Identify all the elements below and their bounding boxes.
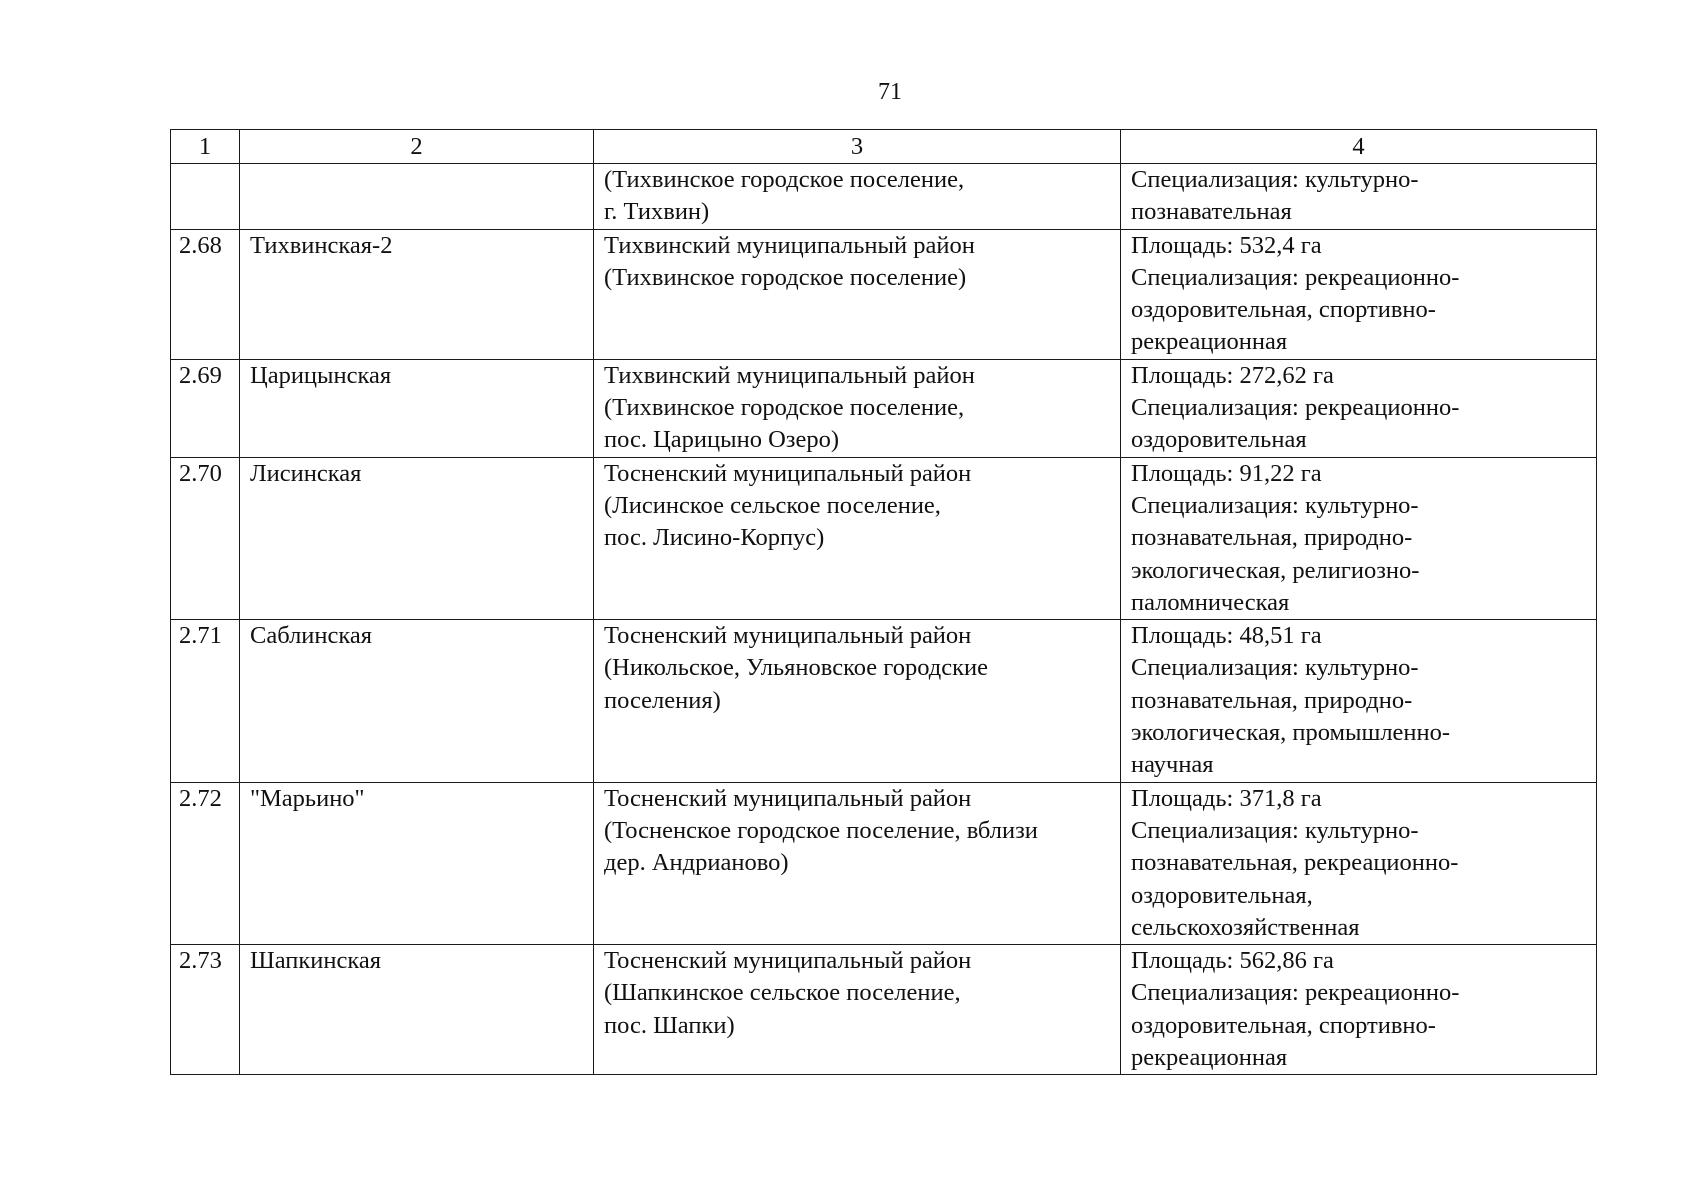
table-row	[171, 359, 1597, 457]
page-number: 71	[878, 79, 902, 105]
details-line: Площадь: 48,51 га	[1131, 622, 1322, 650]
location-line: Тихвинский муниципальный район	[604, 231, 975, 259]
header-col-3: 3	[594, 130, 1121, 164]
details-line: Площадь: 371,8 га	[1131, 784, 1322, 812]
location-line: (Лисинское сельское поселение,	[604, 491, 941, 519]
site-details	[1121, 945, 1597, 1075]
table-row	[171, 945, 1597, 1075]
table-row	[171, 782, 1597, 944]
details-line: Специализация: культурно-	[1131, 654, 1419, 682]
location-line: пос. Шапки)	[604, 1011, 735, 1039]
table-row	[171, 229, 1597, 359]
location-line: Тосненский муниципальный район	[604, 459, 972, 487]
details-line: познавательная, природно-	[1131, 686, 1413, 714]
location-line: (Никольское, Ульяновское городские	[604, 654, 988, 682]
site-location	[594, 457, 1121, 619]
site-name: "Марьино"	[240, 782, 594, 944]
row-number: 2.70	[171, 457, 240, 619]
location-line: Тосненский муниципальный район	[604, 784, 972, 812]
location-line: (Шапкинское сельское поселение,	[604, 979, 961, 1007]
table-row	[171, 620, 1597, 782]
table-header-row	[171, 130, 1597, 164]
site-location	[594, 945, 1121, 1075]
location-line: Тосненский муниципальный район	[604, 622, 972, 650]
site-details	[1121, 229, 1597, 359]
details-line: познавательная, природно-	[1131, 524, 1413, 552]
row-number: 2.68	[171, 229, 240, 359]
table-row	[171, 164, 1597, 230]
site-details	[1121, 359, 1597, 457]
location-line: (Тихвинское городское поселение)	[604, 263, 967, 291]
row-number: 2.72	[171, 782, 240, 944]
data-table	[170, 129, 1597, 1075]
site-name: Тихвинская-2	[240, 229, 594, 359]
site-name: Лисинская	[240, 457, 594, 619]
location-line: пос. Лисино-Корпус)	[604, 524, 825, 552]
site-name: Царицынская	[240, 359, 594, 457]
table-body	[171, 130, 1597, 1075]
site-details	[1121, 164, 1597, 230]
location-line: Тосненский муниципальный район	[604, 947, 972, 975]
site-location	[594, 359, 1121, 457]
details-line: познавательная, рекреационно-	[1131, 849, 1459, 877]
details-line: познавательная	[1131, 198, 1292, 226]
site-location	[594, 164, 1121, 230]
location-line: (Тосненское городское поселение, вблизи	[604, 816, 1038, 844]
site-details	[1121, 782, 1597, 944]
details-line: Специализация: рекреационно-	[1131, 979, 1460, 1007]
header-col-2: 2	[240, 130, 594, 164]
details-line: Площадь: 562,86 га	[1131, 947, 1334, 975]
row-number: 2.71	[171, 620, 240, 782]
header-col-4: 4	[1121, 130, 1597, 164]
details-line: оздоровительная	[1131, 426, 1307, 454]
details-line: Специализация: культурно-	[1131, 166, 1419, 193]
location-line: пос. Царицыно Озеро)	[604, 426, 839, 454]
details-line: оздоровительная, спортивно-	[1131, 296, 1436, 324]
details-line: Специализация: культурно-	[1131, 816, 1419, 844]
details-line: сельскохозяйственная	[1131, 913, 1360, 941]
details-line: оздоровительная, спортивно-	[1131, 1011, 1436, 1039]
details-line: Специализация: культурно-	[1131, 491, 1419, 519]
site-name	[240, 164, 594, 230]
details-line: Площадь: 532,4 га	[1131, 231, 1322, 259]
location-line: (Тихвинское городское поселение,	[604, 166, 965, 193]
details-line: рекреационная	[1131, 328, 1288, 356]
location-line: Тихвинский муниципальный район	[604, 361, 975, 389]
details-line: Площадь: 272,62 га	[1131, 361, 1334, 389]
details-line: Специализация: рекреационно-	[1131, 394, 1460, 422]
row-number: 2.73	[171, 945, 240, 1075]
details-line: Специализация: рекреационно-	[1131, 263, 1460, 291]
site-name: Шапкинская	[240, 945, 594, 1075]
details-line: экологическая, промышленно-	[1131, 719, 1451, 747]
details-line: научная	[1131, 751, 1214, 779]
details-line: Площадь: 91,22 га	[1131, 459, 1322, 487]
location-line: дер. Андрианово)	[604, 849, 789, 877]
site-location	[594, 229, 1121, 359]
row-number: 2.69	[171, 359, 240, 457]
site-location	[594, 782, 1121, 944]
details-line: рекреационная	[1131, 1044, 1288, 1072]
site-details	[1121, 620, 1597, 782]
site-location	[594, 620, 1121, 782]
site-name: Саблинская	[240, 620, 594, 782]
location-line: (Тихвинское городское поселение,	[604, 394, 965, 422]
location-line: поселения)	[604, 686, 721, 714]
table-row	[171, 457, 1597, 619]
header-col-1: 1	[171, 130, 240, 164]
details-line: экологическая, религиозно-	[1131, 556, 1420, 584]
location-line: г. Тихвин)	[604, 198, 710, 226]
details-line: оздоровительная,	[1131, 881, 1313, 909]
details-line: паломническая	[1131, 588, 1290, 616]
row-number	[171, 164, 240, 230]
site-details	[1121, 457, 1597, 619]
